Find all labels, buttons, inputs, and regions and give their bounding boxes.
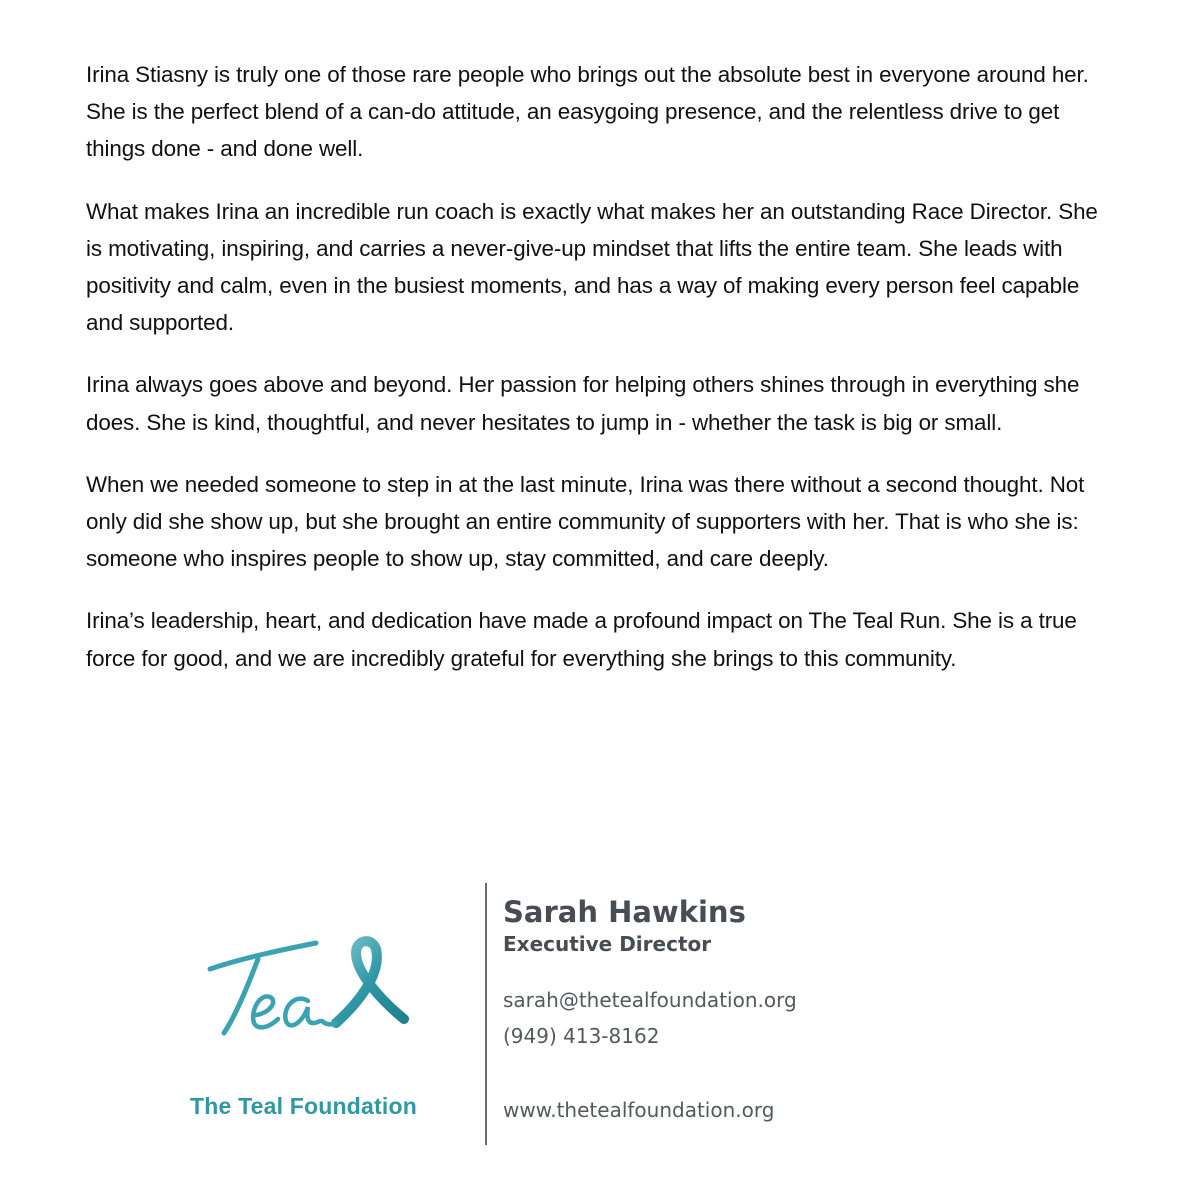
email-signature <box>0 880 1200 1150</box>
website-link[interactable]: www.thetealfoundation.org <box>503 1098 775 1122</box>
contact-details <box>503 894 797 1128</box>
email-link[interactable]: sarah@thetealfoundation.org <box>503 988 797 1012</box>
teal-foundation-logo <box>186 935 446 1119</box>
teal-script-logo <box>186 935 426 1055</box>
signature-divider <box>485 883 487 1145</box>
letter-paragraph: Irina always goes above and beyond. Her passion for helping others shines through in everything she does. She is kind, thoughtful, and never hesitates to jump in - whether the task is big or small. <box>86 372 1080 435</box>
signer-title: Executive Director <box>503 932 712 956</box>
logo-caption: The Teal Foundation <box>190 1093 417 1119</box>
letter-paragraph: Irina Stiasny is truly one of those rare people who brings out the absolute best in everyone around her. She is the perfect blend of a can-do attitude, an easygoing presence, and the relentless drive to get things done - and done well. <box>86 62 1089 162</box>
letter-paragraph: Irina’s leadership, heart, and dedication have made a profound impact on The Teal Run. She is a true force for good, and we are incredibly grateful for everything she brings to this community. <box>86 608 1077 671</box>
letter-paragraph: What makes Irina an incredible run coach is exactly what makes her an outstanding Race Director. She is motivating, inspiring, and carries a never-give-up mindset that lifts the entire team. She leads with positivity and calm, even in the busiest moments, and has a way of making every person feel capable and supported. <box>86 198 1098 336</box>
logo-letter-t-bar <box>210 943 316 969</box>
logo-letter-a <box>285 999 320 1026</box>
logo-letter-e <box>253 996 278 1027</box>
letter-paragraph: When we needed someone to step in at the last minute, Irina was there without a second thought. Not only did she show up, but she brought an entire community of supporters with her. That is who she is: someone who inspires people to show up, stay committed, and care deeply. <box>86 471 1085 572</box>
signer-name: Sarah Hawkins <box>503 895 746 929</box>
teal-ribbon-icon <box>336 941 404 1023</box>
letter-body <box>86 56 1116 702</box>
phone-number[interactable]: (949) 413-8162 <box>503 1024 660 1048</box>
